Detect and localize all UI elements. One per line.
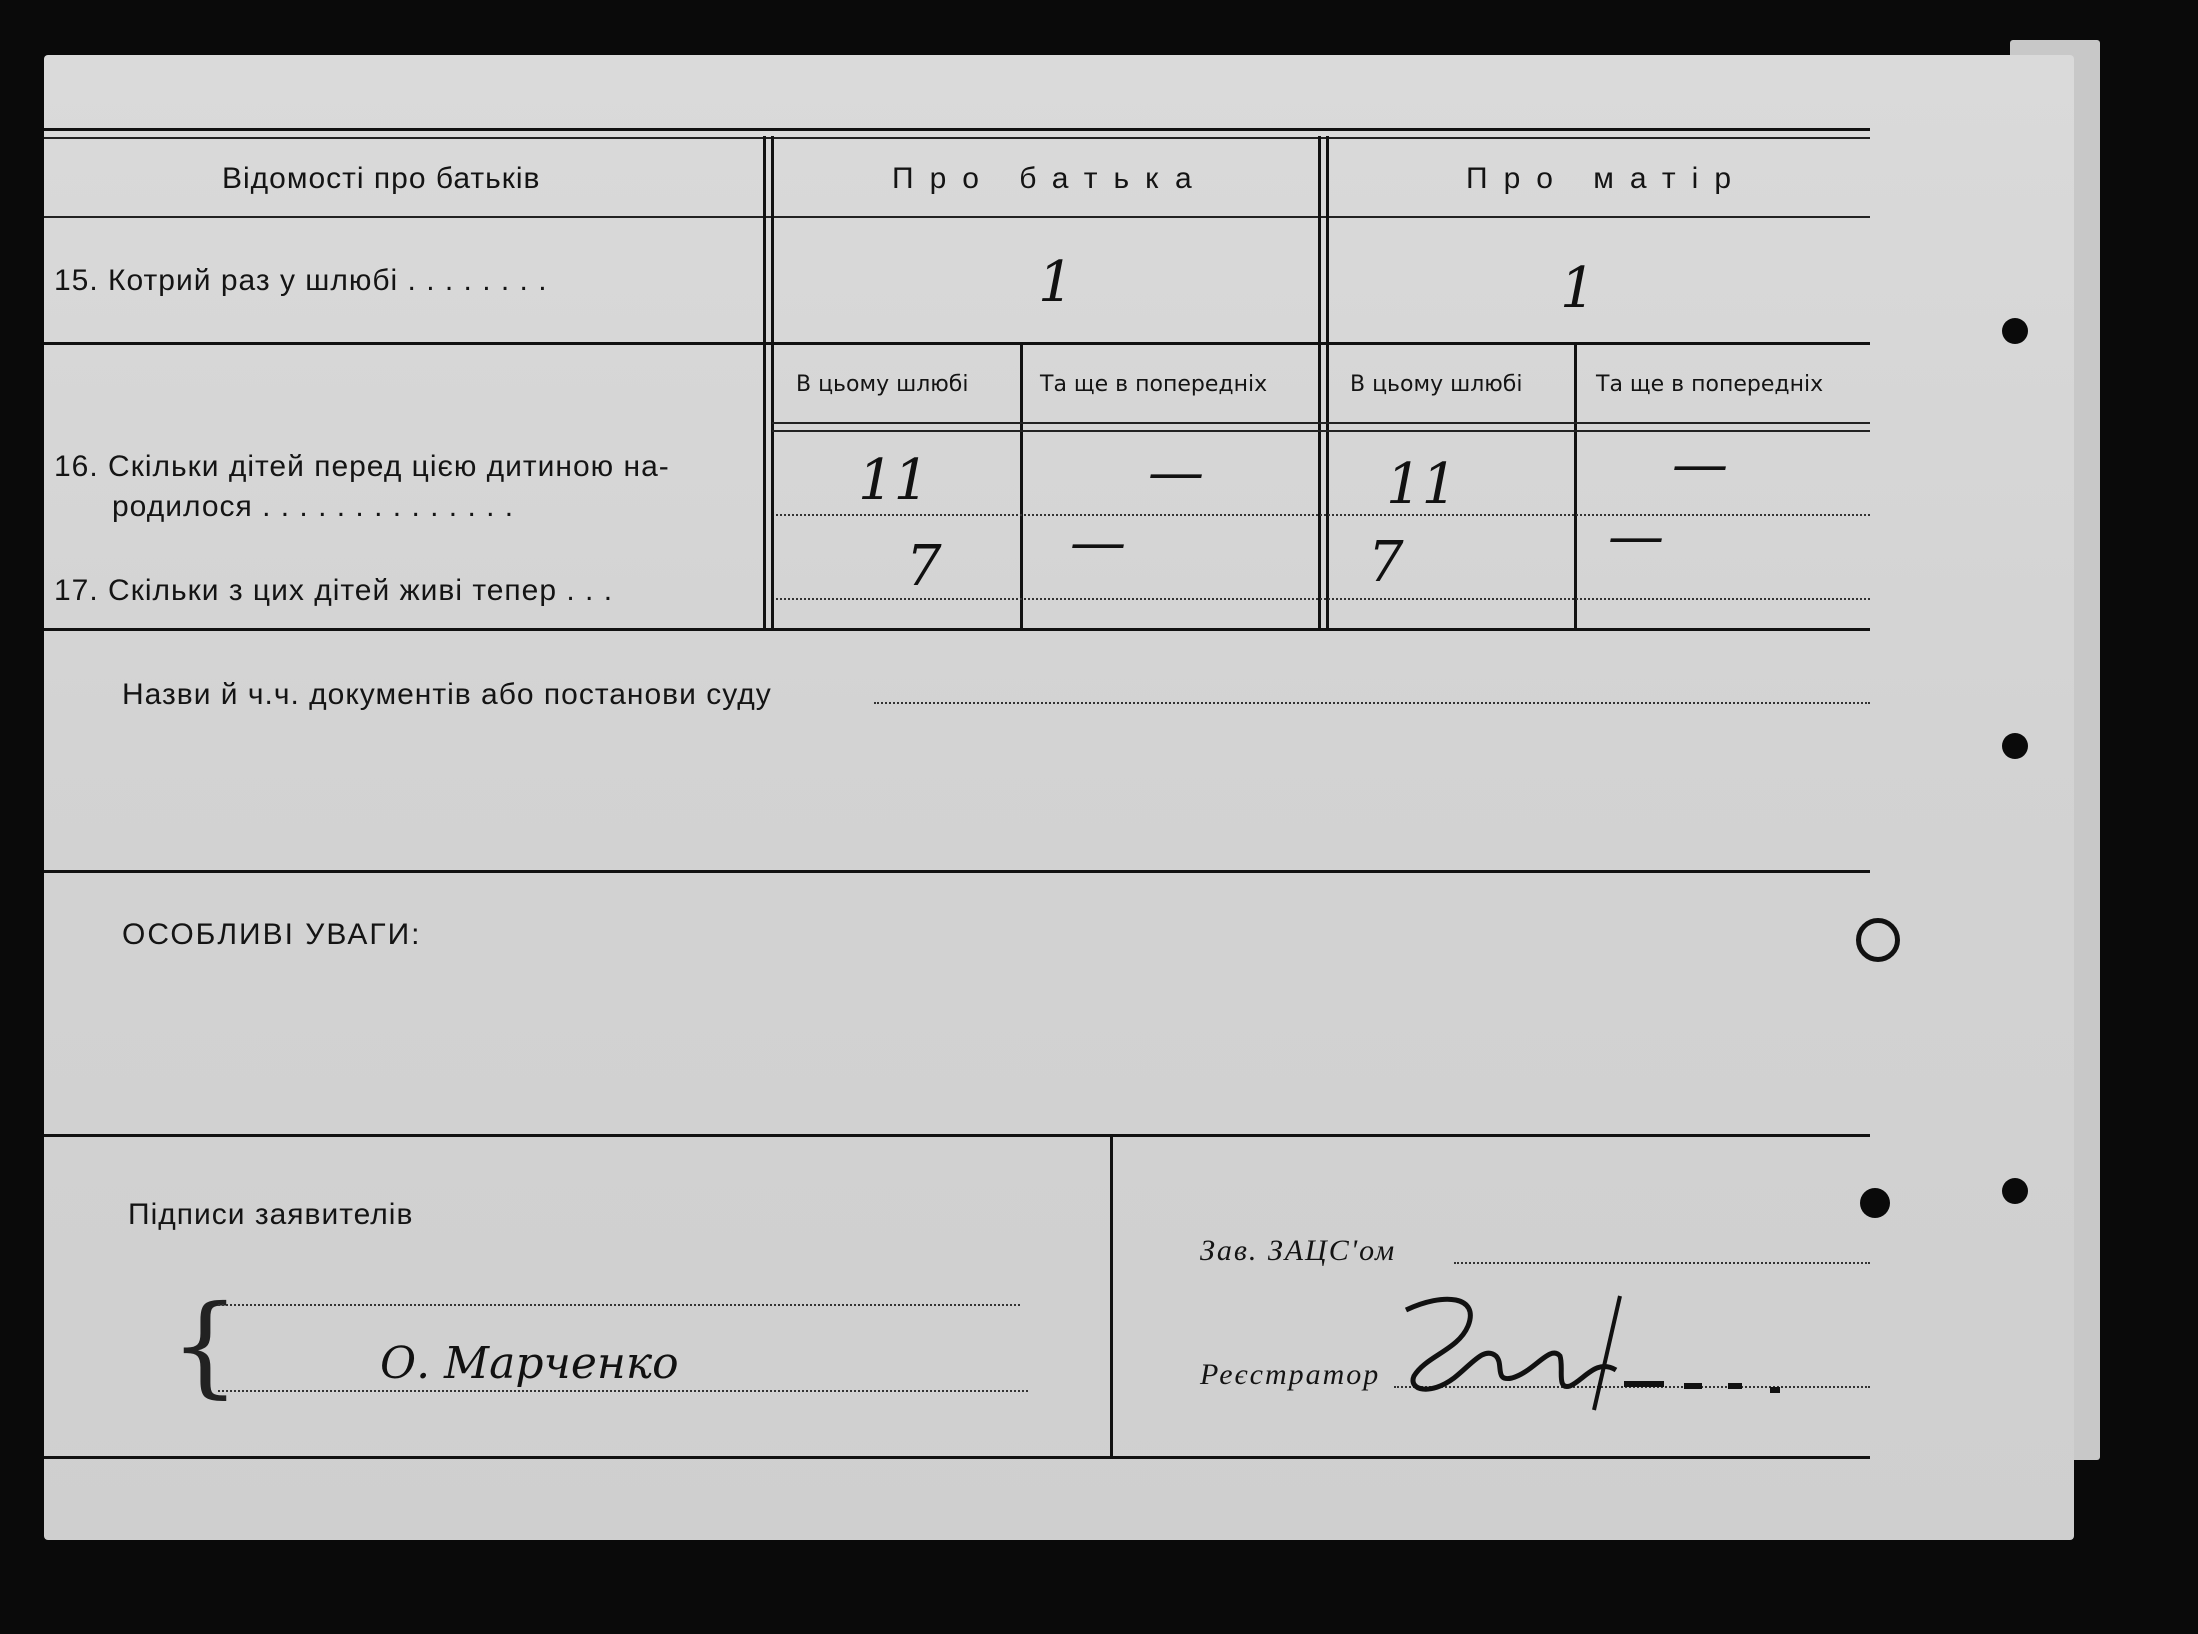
subheader-father-previous: Та ще в попередніх [1040,372,1268,397]
notes-label: ОСОБЛИВІ УВАГИ: [122,918,422,951]
row-17-father-current: 7 [906,534,942,599]
row-17-label: 17. Скільки з цих дітей живі тепер . . . [54,574,614,607]
mother-column-header: Про матір [1466,162,1748,195]
row-16-father-previous: — [1148,440,1204,505]
column-divider-parents-double [1326,136,1329,629]
row-16-father-current: 11 [858,448,930,513]
applicants-brace: { [170,1281,240,1409]
table-bottom-rule [44,628,1870,631]
row-16-mother-current: 11 [1386,452,1458,517]
row-16-label-line1: 16. Скільки дітей перед цією дитиною на- [54,450,670,483]
row-17-dotted-rule [776,598,1870,600]
subheader-mother-current: В цьому шлюбі [1350,372,1523,397]
top-rule-secondary [44,137,1870,139]
ring-mark [1860,1188,1890,1218]
documents-label: Назви й ч.ч. документів або постанови суду [122,678,772,711]
row-16-label-line2: родилося . . . . . . . . . . . . . . [112,490,515,523]
row-17-mother-previous: — [1608,504,1664,569]
registrar-label: Реєстратор [1200,1358,1381,1391]
row-16-dotted-rule [776,514,1870,516]
section-label-parents: Відомості про батьків [222,162,541,195]
subcol-divider-father [1020,345,1023,629]
signature-divider [1110,1137,1113,1457]
applicants-signatures-label: Підписи заявителів [128,1198,414,1231]
head-of-registry-label: Зав. ЗАЦС'ом [1200,1234,1397,1267]
applicant-signature: О. Марченко [380,1338,679,1389]
column-divider-parents [1318,136,1321,629]
row-17-mother-current: 7 [1368,530,1404,595]
subheader-mother-previous: Та ще в попередніх [1596,372,1824,397]
documents-bottom-rule [44,870,1870,873]
row-15-label: 15. Котрий раз у шлюбі . . . . . . . . [54,264,548,297]
head-of-registry-line [1454,1262,1870,1264]
signature-bottom-rule [44,1456,1870,1459]
subheader-bottom-rule [772,422,1870,424]
top-rule [44,128,1870,131]
punch-hole [2002,733,2028,759]
row-15-father-value: 1 [1038,250,1074,315]
subheader-father-current: В цьому шлюбі [796,372,969,397]
header-bottom-rule [44,216,1870,218]
punch-hole [2002,1178,2028,1204]
ring-mark [1856,918,1900,962]
notes-bottom-rule [44,1134,1870,1137]
row-16-mother-previous: — [1672,432,1728,497]
applicant-line-2 [218,1390,1028,1392]
column-divider-label [763,136,766,629]
row-15-mother-value: 1 [1560,256,1596,321]
column-divider-label-double [771,136,774,629]
punch-hole [2002,318,2028,344]
applicant-line-1 [218,1304,1020,1306]
subcol-divider-mother [1574,345,1577,629]
registrar-signature [1384,1286,1804,1416]
row-15-bottom-rule [44,342,1870,345]
documents-dotted-rule [874,702,1870,704]
row-17-father-previous: — [1070,510,1126,575]
father-column-header: Про батька [892,162,1208,195]
